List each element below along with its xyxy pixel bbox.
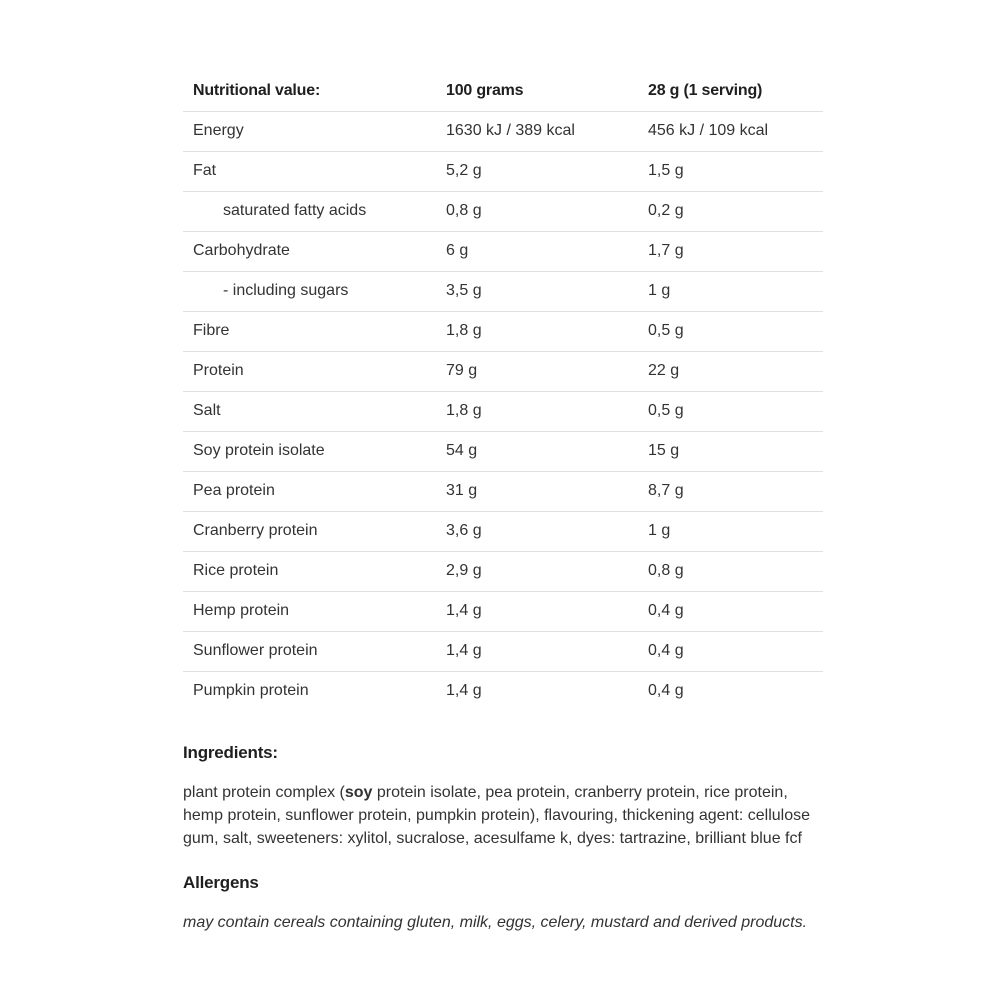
value-per-serving: 0,5 g	[648, 391, 823, 431]
value-per-serving: 0,8 g	[648, 551, 823, 591]
col-header-per-serving: 28 g (1 serving)	[648, 71, 823, 111]
value-per-serving: 1 g	[648, 511, 823, 551]
nutrient-label: Protein	[183, 351, 446, 391]
product-info-sheet	[183, 71, 823, 934]
nutrient-label: Rice protein	[183, 551, 446, 591]
value-per-serving: 0,5 g	[648, 311, 823, 351]
value-per-100g: 3,5 g	[446, 271, 648, 311]
nutrition-table	[183, 71, 823, 711]
nutrient-label: Fat	[183, 151, 446, 191]
table-row	[183, 351, 823, 391]
nutrient-label: Fibre	[183, 311, 446, 351]
value-per-100g: 5,2 g	[446, 151, 648, 191]
ingredients-text-before-bold: plant protein complex (	[183, 784, 345, 801]
value-per-100g: 54 g	[446, 431, 648, 471]
value-per-100g: 1,8 g	[446, 311, 648, 351]
table-row	[183, 511, 823, 551]
value-per-serving: 22 g	[648, 351, 823, 391]
value-per-100g: 1,4 g	[446, 682, 482, 700]
table-row	[183, 231, 823, 271]
table-row	[183, 591, 823, 631]
nutrient-label: Energy	[183, 111, 446, 151]
nutrient-label: Hemp protein	[183, 591, 446, 631]
value-per-100g: 1,4 g	[446, 591, 648, 631]
value-per-100g: 1630 kJ / 389 kcal	[446, 111, 648, 151]
value-per-100g: 6 g	[446, 231, 648, 271]
table-row	[183, 471, 823, 511]
ingredients-heading: Ingredients:	[183, 743, 278, 762]
value-per-serving: 15 g	[648, 431, 823, 471]
table-row	[183, 311, 823, 351]
ingredients-text-after-bold: protein isolate, pea protein, cranberry protein, rice protein, hemp protein, sunflower protein, pumpkin protein), flavouring, thickening agent: cellulose gum, salt, sweeteners: xylitol, sucralose, acesulfame k, dyes: tartrazine, brilliant blue fcf	[183, 784, 811, 847]
nutrient-label: - including sugars	[183, 271, 446, 311]
value-per-serving: 0,4 g	[648, 682, 684, 700]
value-per-serving: 0,4 g	[648, 591, 823, 631]
value-per-100g: 1,8 g	[446, 391, 648, 431]
value-per-serving: 456 kJ / 109 kcal	[648, 111, 823, 151]
value-per-serving: 0,4 g	[648, 631, 823, 671]
value-per-100g: 0,8 g	[446, 191, 648, 231]
value-per-serving: 1 g	[648, 271, 823, 311]
value-per-serving: 1,5 g	[648, 151, 823, 191]
allergens-heading: Allergens	[183, 873, 259, 892]
table-row	[183, 551, 823, 591]
nutrient-label: Carbohydrate	[183, 231, 446, 271]
value-per-100g: 1,4 g	[446, 631, 648, 671]
value-per-100g: 2,9 g	[446, 551, 648, 591]
table-header-row	[183, 71, 823, 111]
nutrient-label: Cranberry protein	[183, 511, 446, 551]
nutrient-label: Pea protein	[183, 471, 446, 511]
table-row	[183, 671, 823, 711]
allergens-text: may contain cereals containing gluten, milk, eggs, celery, mustard and derived products.	[183, 914, 808, 931]
nutrient-label: Pumpkin protein	[193, 682, 309, 700]
value-per-serving: 0,2 g	[648, 191, 823, 231]
col-header-nutritional-value: Nutritional value:	[183, 71, 446, 111]
ingredients-text	[183, 781, 823, 850]
table-row	[183, 431, 823, 471]
nutrient-label: Salt	[183, 391, 446, 431]
table-row	[183, 111, 823, 151]
nutrient-label: Sunflower protein	[183, 631, 446, 671]
table-row	[183, 631, 823, 671]
ingredients-bold-word: soy	[344, 784, 373, 801]
value-per-100g: 3,6 g	[446, 511, 648, 551]
nutrient-label: Soy protein isolate	[183, 431, 446, 471]
value-per-serving: 8,7 g	[648, 471, 823, 511]
col-header-per-100g: 100 grams	[446, 71, 648, 111]
value-per-serving: 1,7 g	[648, 231, 823, 271]
value-per-100g: 79 g	[446, 351, 648, 391]
table-row	[183, 191, 823, 231]
value-per-100g: 31 g	[446, 471, 648, 511]
table-row	[183, 271, 823, 311]
table-row	[183, 151, 823, 191]
nutrient-label: saturated fatty acids	[183, 191, 446, 231]
table-row	[183, 391, 823, 431]
